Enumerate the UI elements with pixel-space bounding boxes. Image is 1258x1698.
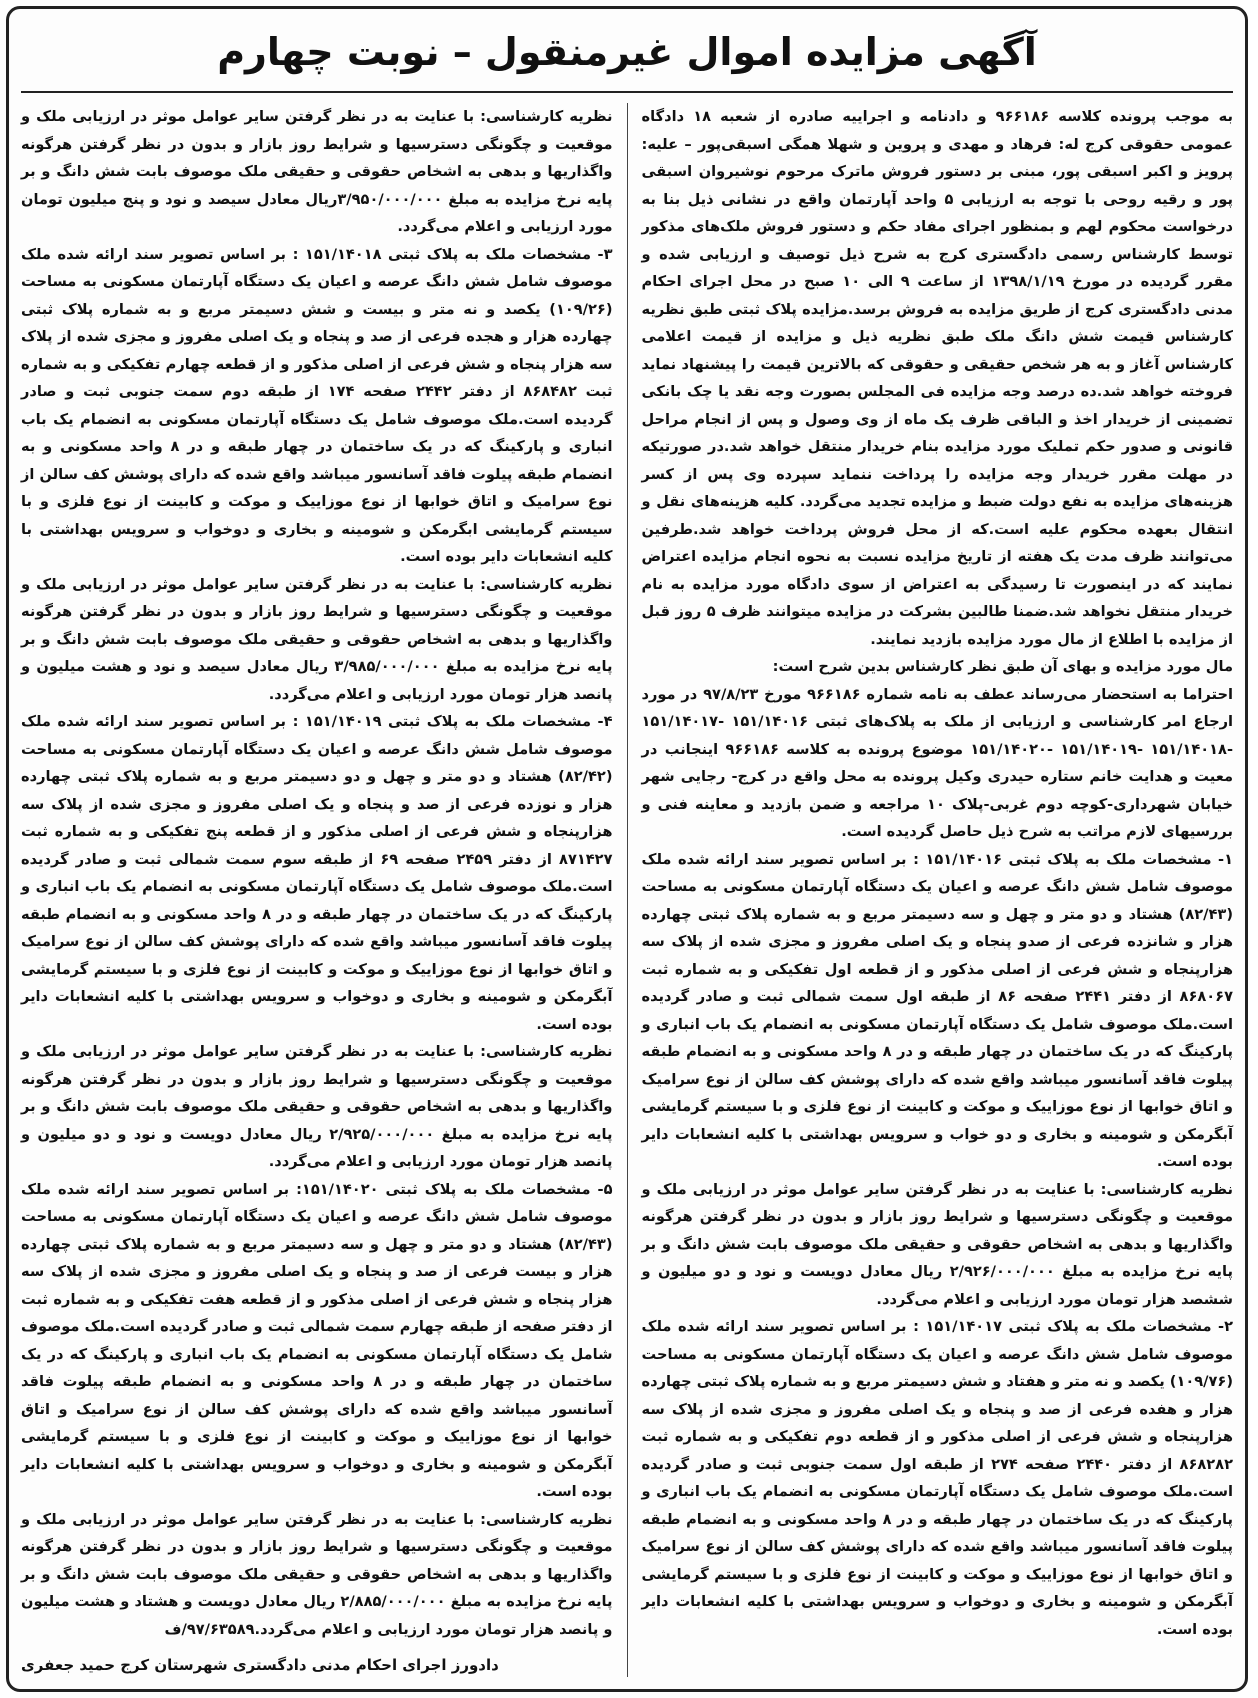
property-2-description: ۲- مشخصات ملک به پلاک ثبتی ۱۵۱/۱۴۰۱۷ : بر اساس تصویر سند ارائه شده ملک موصوف شامل شش دانگ عرصه و اعیان یک دستگاه آپارتمان مسکونی به مساحت (۱۰۹/۷۶) یکصد و نه متر و هفتاد و شش دسیمتر مربع و به شماره پلاک ثبتی چهارده هزار و هفده فرعی از صد و پنجاه و یک اصلی مفروز و مجزی شده از پلاک سه هزارپنجاه و شش فرعی از اصلی مذکور و از قطعه دوم تفکیکی و به شماره ثبت ۸۶۸۲۸۲ از دفتر ۲۴۴۰ صفحه ۲۷۴ از طبقه اول سمت جنوبی ثبت و صادر گردیده است.ملک موصوف شامل یک دستگاه آپارتمان مسکونی به انضمام یک باب انباری و پارکینگ که در یک ساختمان در چهار طبقه و در ۸ واحد مسکونی و به انضمام طبقه پیلوت فاقد آسانسور میباشد واقع شده که دارای پوشش کف سالن از نوع سرامیک و اتاق خوابها از نوع موزاییک و موکت و کابینت از نوع فلزی و با سیستم گرمایشی آبگرمکن و شومینه و بخاری و دوخواب و سرویس بهداشتی با کلیه انشعابات دایر بوده است. <box>641 1318 1233 1638</box>
property-5-appraisal: نظریه کارشناسی: با عنایت به در نظر گرفتن سایر عوامل موثر در ارزیابی ملک و موقعیت و چگونگی دسترسیها و شرایط روز بازار و بدون در نظر گرفتن هرگونه واگذاریها و بدهی به اشخاص حقوقی و حقیقی ملک موصوف بابت شش دانگ و بر پایه نرخ مزایده به مبلغ ۲/۸۸۵/۰۰۰/۰۰۰ ریال معادل دویست و هشتاد و هشت میلیون و پانصد هزار تومان مورد ارزیابی و اعلام می‌گردد.۹۷/۶۳۵۸۹/ف <box>21 1510 613 1638</box>
property-1-description: ۱- مشخصات ملک به پلاک ثبتی ۱۵۱/۱۴۰۱۶ : بر اساس تصویر سند ارائه شده ملک موصوف شامل شش دانگ عرصه و اعیان یک دستگاه آپارتمان مسکونی به مساحت (۸۲/۴۳) هشتاد و دو متر و چهل و سه دسیمتر مربع و به شماره پلاک ثبتی چهارده هزار و شانزده فرعی از صدو پنجاه و یک اصلی مفروز و مجزی شده از پلاک سه هزارپنجاه و شش فرعی از اصلی مذکور و از قطعه اول تفکیکی و به شماره ثبت ۸۶۸۰۶۷ از دفتر ۲۴۴۱ صفحه ۸۶ از طبقه اول سمت شمالی ثبت و صادر گردیده است.ملک موصوف شامل یک دستگاه آپارتمان مسکونی به انضمام یک باب انباری و پارکینگ که در یک ساختمان در چهار طبقه و در ۸ واحد مسکونی و به انضمام طبقه پیلوت فاقد آسانسور میباشد واقع شده که دارای پوشش کف سالن از نوع سرامیک و اتاق خوابها از نوع موزاییک و موکت و کابینت از نوع فلزی و با سیستم گرمایشی آبگرمکن و شومینه و بخاری و دو خواب و سرویس بهداشتی با کلیه انشعابات دایر بوده است. <box>641 850 1233 1170</box>
items-heading: مال مورد مزایده و بهای آن طبق نظر کارشناس بدین شرح است: <box>772 658 1233 675</box>
left-column <box>21 103 621 1677</box>
property-4-appraisal: نظریه کارشناسی: با عنایت به در نظر گرفتن سایر عوامل موثر در ارزیابی ملک و موقعیت و چگونگی دسترسیها و شرایط روز بازار و بدون در نظر گرفتن هرگونه واگذاریها و بدهی به اشخاص حقوقی و حقیقی ملک موصوف بابت شش دانگ و بر پایه نرخ مزایده به مبلغ ۲/۹۲۵/۰۰۰/۰۰۰ ریال معادل دویست و نود و دو میلیون و پانصد هزار تومان مورد ارزیابی و اعلام می‌گردد. <box>21 1043 613 1170</box>
right-column <box>634 103 1234 1677</box>
notice-body <box>21 103 1233 1677</box>
signature-line: دادورز اجرای احکام مدنی دادگستری شهرستان کرج حمید جعفری <box>21 1656 499 1674</box>
property-3-appraisal: نظریه کارشناسی: با عنایت به در نظر گرفتن سایر عوامل موثر در ارزیابی ملک و موقعیت و چگونگی دسترسیها و شرایط روز بازار و بدون در نظر گرفتن هرگونه واگذاریها و بدهی به اشخاص حقوقی و حقیقی ملک موصوف بابت شش دانگ و بر پایه نرخ مزایده به مبلغ ۳/۹۸۵/۰۰۰/۰۰۰ ریال معادل سیصد و نود و هشت میلیون و پانصد هزار تومان مورد ارزیابی و اعلام می‌گردد. <box>21 575 613 703</box>
property-2-appraisal: نظریه کارشناسی: با عنایت به در نظر گرفتن سایر عوامل موثر در ارزیابی ملک و موقعیت و چگونگی دسترسیها و شرایط روز بازار و بدون در نظر گرفتن هرگونه واگذاریها و بدهی به اشخاص حقوقی و حقیقی ملک موصوف بابت شش دانگ و بر پایه نرخ مزایده به مبلغ ۳/۹۵۰/۰۰۰/۰۰۰ریال معادل سیصد و نود و پنج میلیون تومان مورد ارزیابی و اعلام می‌گردد. <box>21 108 613 235</box>
intro-paragraph: به موجب پرونده کلاسه ۹۶۶۱۸۶ و دادنامه و اجراییه صادره از شعبه ۱۸ دادگاه عمومی حقوقی کرج له: فرهاد و مهدی و پروین و شهلا همگی اسبقی‌پور – علیه: پرویز و اکبر اسبقی پور، مبنی بر دستور فروش ماترک مرحوم نوشیروان اسبقی پور و رقیه روحی با توجه به ارزیابی ۵ واحد آپارتمان واقع در نشانی ذیل بنا به درخواست محکوم لهم و بمنظور اجرای مفاد حکم و دستور فروش ملک‌های مذکور توسط کارشناس رسمی دادگستری کرج به شرح ذیل توصیف و ارزیابی شده و مقرر گردیده در مورخ ۱۳۹۸/۱/۱۹ از ساعت ۹ الی ۱۰ صبح در محل اجرای احکام مدنی دادگستری کرج از طریق مزایده به فروش برسد.مزایده پلاک ثبتی طبق نظریه کارشناس قیمت شش دانگ ملک طبق نظریه ذیل و مزایده از قیمت اعلامی کارشناس آغاز و به هر شخص حقیقی و حقوقی که بالاترین قیمت را پیشنهاد نماید فروخته خواهد شد.ده درصد وجه مزایده فی المجلس بصورت وجه نقد یا چک بانکی تضمینی از خریدار اخذ و الباقی ظرف یک ماه از وی وصول و پس از انجام مراحل قانونی و صدور حکم تملیک مورد مزایده بنام خریدار منتقل خواهد شد.در صورتیکه در مهلت مقرر خریدار وجه مزایده را پرداخت ننماید سپرده وی پس از کسر هزینه‌های مزایده به نفع دولت ضبط و مزایده تجدید می‌گردد. کلیه هزینه‌های نقل و انتقال بعهده محکوم علیه است.که از محل فروش پرداخت خواهد شد.طرفین می‌توانند ظرف مدت یک هفته از تاریخ مزایده نسبت به نحوه انجام مزایده اعتراض نمایند که در اینصورت تا رسیدگی به اعتراض از سوی دادگاه مورد مزایده به نام خریدار منتقل نخواهد شد.ضمنا طالبین بشرکت در مزایده میتوانند ظرف ۵ روز قبل از مزایده با اطلاع از مال مورد مزایده بازدید نمایند. <box>641 108 1234 648</box>
expert-letter-paragraph: احتراما به استحضار می‌رساند عطف به نامه شماره ۹۶۶۱۸۶ مورخ ۹۷/۸/۲۳ در مورد ارجاع امر کارشناسی و ارزیابی از ملک به پلاک‌های ثبتی ۱۵۱/۱۴۰۱۶ -۱۵۱/۱۴۰۱۷ -۱۵۱/۱۴۰۱۸ -۱۵۱/۱۴۰۱۹ -۱۵۱/۱۴۰۲۰ موضوع پرونده به کلاسه ۹۶۶۱۸۶ اینجانب در معیت و هدایت خانم ستاره حیدری وکیل پرونده به محل واقع در کرج- رجایی شهر خیابان شهرداری-کوچه دوم غربی-پلاک ۱۰ مراجعه و ضمن بازدید و معاینه فنی و بررسیهای لازم مراتب به شرح ذیل حاصل گردیده است. <box>641 685 1234 840</box>
property-5-description: ۵- مشخصات ملک به پلاک ثبتی ۱۵۱/۱۴۰۲۰: بر اساس تصویر سند ارائه شده ملک موصوف شامل شش دانگ عرصه و اعیان یک دستگاه آپارتمان مسکونی به مساحت (۸۲/۴۳) هشتاد و دو متر و چهل و سه دسیمتر مربع و به شماره پلاک ثبتی چهارده هزار و بیست فرعی از صد و پنجاه و یک اصلی مفروز و مجزی شده از پلاک سه هزار پنجاه و شش فرعی از اصلی مذکور و از قطعه هفت تفکیکی و به شماره ثبت از دفتر صفحه از طبقه چهارم سمت شمالی ثبت و صادر گردیده است.ملک موصوف شامل یک دستگاه آپارتمان مسکونی به انضمام یک باب انباری و پارکینگ که در یک ساختمان در چهار طبقه و در ۸ واحد مسکونی و به انضمام طبقه پیلوت فاقد آسانسور میباشد واقع شده که دارای پوشش کف سالن از نوع سرامیک و اتاق خوابها از نوع موزاییک و موکت و کابینت از نوع فلزی و با سیستم گرمایشی آبگرمکن و شومینه و بخاری و دوخواب و سرویس بهداشتی با کلیه انشعابات دایر بوده است. <box>21 1180 613 1500</box>
notice-page <box>6 6 1248 1692</box>
notice-title: آگهی مزایده اموال غیرمنقول – نوبت چهارم <box>21 9 1233 93</box>
property-4-description: ۴- مشخصات ملک به پلاک ثبتی ۱۵۱/۱۴۰۱۹ : بر اساس تصویر سند ارائه شده ملک موصوف شامل شش دانگ عرصه و اعیان یک دستگاه آپارتمان مسکونی به مساحت (۸۲/۴۲) هشتاد و دو متر و چهل و دو دسیمتر مربع و به شماره پلاک ثبتی چهارده هزار و نوزده فرعی از صد و پنجاه و یک اصلی مفروز و مجزی شده از پلاک سه هزارپنجاه و شش فرعی از اصلی مذکور و از قطعه پنج تفکیکی و به شماره ثبت ۸۷۱۴۲۷ از دفتر ۲۴۵۹ صفحه ۶۹ از طبقه سوم سمت شمالی ثبت و صادر گردیده است.ملک موصوف شامل یک دستگاه آپارتمان مسکونی به انضمام یک باب انباری و پارکینگ که در یک ساختمان در چهار طبقه و در ۸ واحد مسکونی و به انضمام طبقه پیلوت فاقد آسانسور میباشد واقع شده که دارای پوشش کف سالن از نوع سرامیک و اتاق خوابها از نوع موزاییک و موکت و کابینت از نوع فلزی و با سیستم گرمایشی آبگرمکن و شومینه و بخاری و دوخواب و سرویس بهداشتی با کلیه انشعابات دایر بوده است. <box>21 713 613 1033</box>
property-1-appraisal: نظریه کارشناسی: با عنایت به در نظر گرفتن سایر عوامل موثر در ارزیابی ملک و موقعیت و چگونگی دسترسیها و شرایط روز بازار و بدون در نظر گرفتن هرگونه واگذاریها و بدهی به اشخاص حقوقی و حقیقی ملک موصوف بابت شش دانگ و بر پایه نرخ مزایده به مبلغ ۲/۹۲۶/۰۰۰/۰۰۰ ریال معادل دویست و نود و دو میلیون و ششصد هزار تومان مورد ارزیابی و اعلام می‌گردد. <box>641 1180 1233 1308</box>
column-divider <box>627 103 628 1677</box>
property-3-description: ۳- مشخصات ملک به پلاک ثبتی ۱۵۱/۱۴۰۱۸ : بر اساس تصویر سند ارائه شده ملک موصوف شامل شش دانگ عرصه و اعیان یک دستگاه آپارتمان مسکونی به مساحت (۱۰۹/۲۶) یکصد و نه متر و بیست و شش دسیمتر مربع و به شماره پلاک ثبتی چهارده هزار و هجده فرعی از صد و پنجاه و یک اصلی مفروز و مجزی شده از پلاک سه هزار پنجاه و شش فرعی از اصلی مذکور و از قطعه چهارم تفکیکی و به شماره ثبت ۸۶۸۴۸۲ از دفتر ۲۴۴۲ صفحه ۱۷۴ از طبقه دوم سمت جنوبی ثبت و صادر گردیده است.ملک موصوف شامل یک دستگاه آپارتمان مسکونی به انضمام یک باب انباری و پارکینگ که در یک ساختمان در چهار طبقه و در ۸ واحد مسکونی و به انضمام طبقه پیلوت فاقد آسانسور میباشد واقع شده که دارای پوشش کف سالن از نوع سرامیک و اتاق خوابها از نوع موزاییک و موکت و کابینت از نوع فلزی و با سیستم گرمایشی ابگرمکن و شومینه و بخاری و دوخواب و سرویس بهداشتی با کلیه انشعابات دایر بوده است. <box>21 245 613 565</box>
